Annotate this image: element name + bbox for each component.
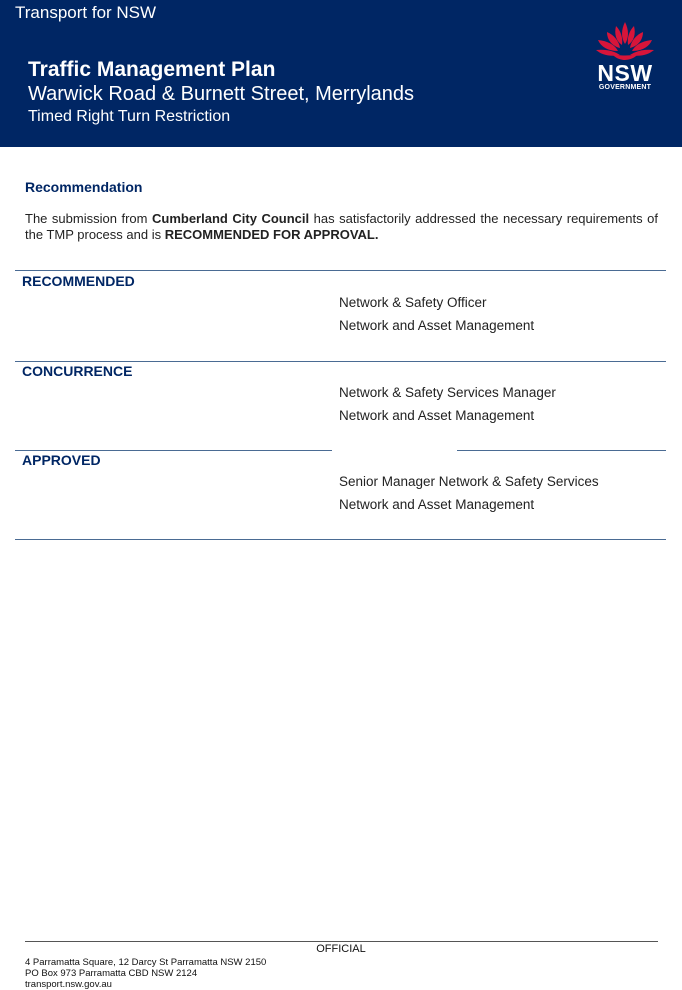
- document-scope: Timed Right Turn Restriction: [28, 108, 231, 125]
- approved-label: APPROVED: [22, 452, 101, 468]
- concurrence-label: CONCURRENCE: [22, 363, 133, 379]
- rec-text-part2: has satisfactorily addressed the necessary requirements of the TMP process and is: [25, 211, 658, 242]
- footer-divider: [25, 941, 658, 942]
- recommendation-status: RECOMMENDED FOR APPROVAL.: [164, 227, 379, 242]
- document-location: Warwick Road & Burnett Street, Merrylands: [28, 83, 415, 105]
- recommendation-heading: Recommendation: [25, 179, 143, 195]
- footer-website: transport.nsw.gov.au: [25, 979, 112, 990]
- rec-text-part1: The submission from: [25, 211, 152, 226]
- concurrence-unit: Network and Asset Management: [339, 408, 535, 423]
- recommended-role: Network & Safety Officer: [339, 295, 487, 310]
- section-divider-right: [457, 450, 666, 451]
- recommended-label: RECOMMENDED: [22, 273, 135, 289]
- section-divider-left: [15, 450, 332, 451]
- section-divider: [15, 539, 666, 540]
- header-banner: [0, 0, 682, 147]
- approved-role: Senior Manager Network & Safety Services: [339, 474, 599, 489]
- classification-label: OFFICIAL: [316, 943, 366, 955]
- concurrence-role: Network & Safety Services Manager: [339, 385, 556, 400]
- logo-wordmark: NSW: [597, 60, 653, 86]
- logo-subtext: GOVERNMENT: [598, 84, 652, 91]
- recommended-unit: Network and Asset Management: [339, 318, 535, 333]
- waratah-icon: [588, 20, 662, 62]
- section-divider: [15, 361, 666, 362]
- recommendation-text: [25, 211, 658, 243]
- nsw-government-logo: [588, 20, 662, 95]
- footer-address-line2: PO Box 973 Parramatta CBD NSW 2124: [25, 968, 198, 979]
- agency-name: Transport for NSW: [15, 3, 157, 22]
- document-title: Traffic Management Plan: [28, 58, 276, 81]
- approved-unit: Network and Asset Management: [339, 497, 535, 512]
- section-divider: [15, 270, 666, 271]
- footer-address-line1: 4 Parramatta Square, 12 Darcy St Parramatta NSW 2150: [25, 957, 267, 968]
- council-name: Cumberland City Council: [152, 211, 310, 226]
